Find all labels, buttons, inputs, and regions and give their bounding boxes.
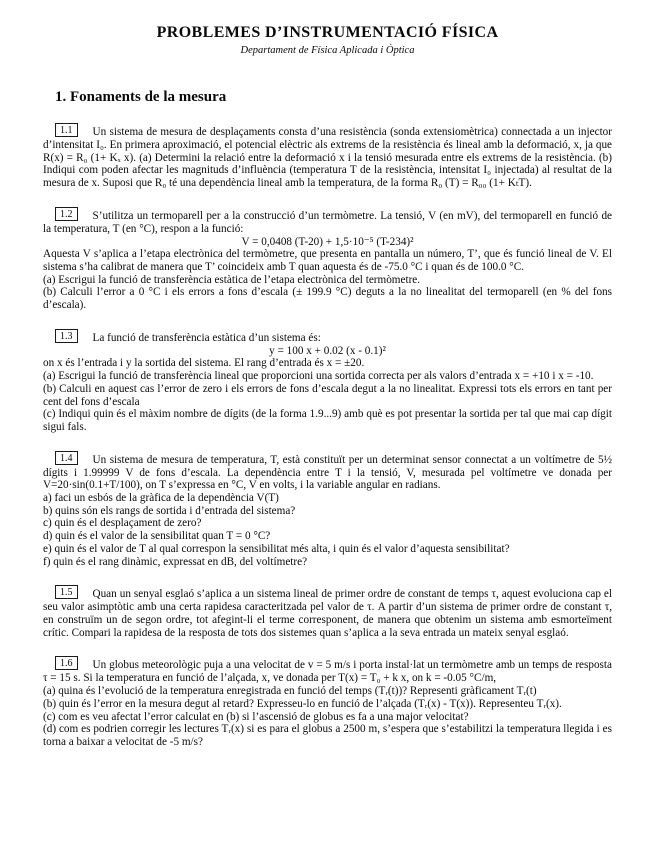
problem-intro: Un sistema de mesura de temperatura, T, està constituït per un determinat sensor connectat a un voltímetre de 5½ dígits i 1.99999 V de fons d’escala. La dependència entre T i la tensió, V, mesurada pel voltímetre ve donada per V=20·sin(0.1+T/100), on T s’expressa en °C, V en volts, i la variable angular en radians. bbox=[43, 453, 612, 492]
problem-item-a: a) faci un esbós de la gràfica de la dependència V(T) bbox=[43, 492, 279, 505]
problem-item-c: (c) com es veu afectat l’error calculat en (b) si l’ascensió de globus es fa a una major velocitat? bbox=[43, 710, 469, 723]
problem-item-a: (a) quina és l’evolució de la temperatura enregistrada en funció del temps (Tᵣ(t))? Representi gràficament Tᵣ(t) bbox=[43, 685, 537, 698]
problem-body bbox=[43, 209, 612, 236]
problem-number-box: 1.2 bbox=[55, 207, 78, 221]
problem-formula: V = 0,0408 (T-20) + 1,5·10⁻⁵ (T-234)² bbox=[241, 235, 414, 248]
problem-1-4 bbox=[43, 453, 612, 569]
problem-body bbox=[43, 453, 612, 492]
problem-body bbox=[43, 125, 612, 190]
problem-item-b: (b) quin és l’error en la mesura degut al retard? Expresseu-lo en funció de l’alçada (Tᵣ(x) - T(x)). Representeu Tᵣ(x). bbox=[43, 697, 562, 710]
problem-1-5 bbox=[43, 587, 612, 639]
problem-number-box: 1.5 bbox=[55, 585, 78, 599]
problem-item-a: (a) Escrigui la funció de transferència lineal que proporcioni una sortida correcta per als valors d’entrada x = +10 i x = -10. bbox=[43, 370, 594, 383]
problem-intro: Un sistema de mesura de desplaçaments consta d’una resistència (sonda extensiomètrica) connectada a un injector d’intensitat I₀. En primera aproximació, el potencial elèctric als extrems de la resistència és lineal amb la deformació, x, ja que R(x) = R₀ (1+ Kₓ x). (a) Determini la relació entre la deformació x i la tensió mesurada entre els extrems de la resistència. (b) Indiqui com poden afectar les magnituds d’influència (temperatura T de la resistència, intensitat I₀ injectada) al resultat de la mesura de x. Suposi que R₀ té una dependència lineal amb la temperatura, de la forma R₀ (T) = R₀₀ (1+ KₜT). bbox=[43, 126, 612, 190]
problem-item-d: (d) com es podrien corregir les lectures Tᵣ(x) si es para el globus a 2500 m, s’espera que s’estabilitzi la temperatura llegida i es torna a baixar a velocitat de -5 m/s? bbox=[43, 723, 612, 748]
problem-item-b: b) quins són els rangs de sortida i d’entrada del sistema? bbox=[43, 504, 296, 517]
problem-intro: Un globus meteorològic puja a una velocitat de v = 5 m/s i porta instal·lat un termòmetre amb un temps de resposta τ = 15 s. Si la temperatura en funció de l’alçada, x, ve donada per T(x) = T₀ + k x, on k = -0.05 °C/m, bbox=[43, 659, 612, 685]
problem-text: on x és l’entrada i y la sortida del sistema. El rang d’entrada és x = ±20. bbox=[43, 357, 365, 370]
problem-number-box: 1.6 bbox=[55, 656, 78, 670]
problem-item-c: c) quin és el desplaçament de zero? bbox=[43, 517, 202, 530]
problem-intro: S’utilitza un termoparell per a la construcció d’un termòmetre. La tensió, V (en mV), del termoparell en funció de la temperatura, T (en °C), respon a la funció: bbox=[43, 209, 612, 235]
problem-1-2 bbox=[43, 209, 612, 312]
problem-intro: Quan un senyal esglaó s’aplica a un sistema lineal de primer ordre de constant de temps τ, aquest evoluciona cap el seu valor asimptòtic amb una certa rapidesa caracteritzada pel valor de τ. A partir d’un sistema de primer ordre de constant τ, en construïm un de segon ordre, tot afegint-li el terme corresponent, de manera que obtenim un sistema amb esmorteïment crític. Compari la rapidesa de la resposta de tots dos sistemes quan s’aplica a la seva entrada un mateix senyal esglaó. bbox=[43, 588, 612, 639]
problem-intro: La funció de transferència estàtica d’un sistema és: bbox=[92, 331, 321, 344]
problem-item-b: (b) Calculi l’error a 0 °C i els errors a fons d’escala (± 199.9 °C) deguts a la no linealitat del termoparell (en % del fons d’escala). bbox=[43, 286, 612, 312]
problem-item-e: e) quin és el valor de T al qual correspon la sensibilitat més alta, i quin és el valor d’aquesta sensibilitat? bbox=[43, 542, 510, 555]
problem-body bbox=[43, 331, 612, 345]
problem-item-d: d) quin és el valor de la sensibilitat quan T = 0 °C? bbox=[43, 530, 271, 543]
page-title: PROBLEMES D’INSTRUMENTACIÓ FÍSICA bbox=[156, 24, 499, 41]
problem-number-box: 1.1 bbox=[55, 123, 78, 137]
problem-text: Aquesta V s’aplica a l’etapa electrònica del termòmetre, que presenta en pantalla un número, T’, que és funció lineal de V. El sistema s’ha calibrat de manera que T’ coincideix amb T quan aquesta és de -75.0 °C i quan és de 100.0 °C. bbox=[43, 248, 612, 273]
problem-1-1 bbox=[43, 125, 612, 190]
problem-item-a: (a) Escrigui la funció de transferència estàtica de l’etapa electrònica del termòmetre. bbox=[43, 273, 421, 286]
problem-1-6 bbox=[43, 658, 612, 748]
problem-list bbox=[43, 125, 612, 749]
problem-body bbox=[43, 587, 612, 639]
problem-item-b: (b) Calculi en aquest cas l’error de zero i els errors de fons d’escala degut a la no linealitat. Expressi tots els errors en tant per cent del fons d’escala bbox=[43, 382, 612, 408]
problem-number-box: 1.3 bbox=[55, 329, 78, 343]
problem-1-3 bbox=[43, 331, 612, 434]
problem-item-f: f) quin és el rang dinàmic, expressat en dB, del voltímetre? bbox=[43, 555, 308, 568]
problem-number-box: 1.4 bbox=[55, 451, 78, 465]
section-heading: 1. Fonaments de la mesura bbox=[55, 89, 227, 105]
problem-formula: y = 100 x + 0.02 (x - 0.1)² bbox=[269, 344, 386, 357]
problem-item-c: (c) Indiqui quin és el màxim nombre de dígits (de la forma 1.9...9) amb què es pot presentar la sortida per tal que mai cap dígit sigui fals. bbox=[43, 408, 612, 433]
problem-body bbox=[43, 658, 612, 685]
page-subtitle: Departament de Física Aplicada i Òptica bbox=[240, 45, 415, 56]
